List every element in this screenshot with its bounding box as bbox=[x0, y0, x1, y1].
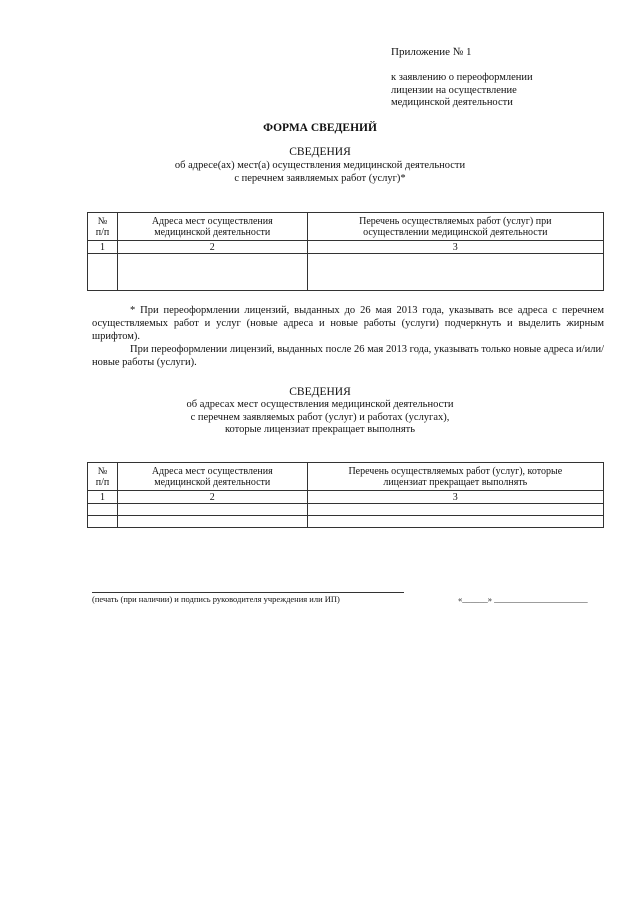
header-number: № п/п bbox=[88, 213, 118, 241]
table-cell[interactable] bbox=[117, 504, 307, 516]
column-number-1: 1 bbox=[88, 491, 118, 504]
column-number-3: 3 bbox=[307, 491, 603, 504]
header-addresses: Адреса мест осуществления медицинской деятельности bbox=[117, 463, 307, 491]
header-number: № п/п bbox=[88, 463, 118, 491]
appendix-note-line: к заявлению о переоформлении bbox=[391, 72, 533, 83]
table-row bbox=[88, 516, 604, 528]
column-number-2: 2 bbox=[117, 241, 307, 254]
table-cell[interactable] bbox=[88, 516, 118, 528]
column-number-3: 3 bbox=[307, 241, 603, 254]
signature-line[interactable] bbox=[92, 592, 404, 593]
section1-subtitle-line: об адресе(ах) мест(а) осуществления медицинской деятельности bbox=[174, 160, 466, 171]
section2-subtitle bbox=[0, 399, 640, 437]
signature-caption: (печать (при наличии) и подпись руководителя учреждения или ИП) bbox=[92, 594, 340, 604]
column-number-2: 2 bbox=[117, 491, 307, 504]
section1-subtitle bbox=[0, 160, 640, 185]
header-addresses: Адреса мест осуществления медицинской деятельности bbox=[117, 213, 307, 241]
section2-subtitle-line: с перечнем заявляемых работ (услуг) и работах (услугах), bbox=[190, 411, 450, 423]
section1-table bbox=[87, 212, 604, 291]
section2-title: СВЕДЕНИЯ bbox=[289, 386, 351, 398]
header-works-list: Перечень осуществляемых работ (услуг) при осуществлении медицинской деятельности bbox=[307, 213, 603, 241]
table-cell[interactable] bbox=[307, 504, 603, 516]
table-number-row bbox=[88, 241, 604, 254]
table-cell[interactable] bbox=[307, 254, 603, 291]
table-header-row bbox=[88, 463, 604, 491]
table-cell[interactable] bbox=[88, 254, 118, 291]
table-number-row bbox=[88, 491, 604, 504]
appendix-note-line: лицензии на осуществление bbox=[391, 84, 517, 96]
footnote-paragraph: При переоформлении лицензий, выданных после 26 мая 2013 года, указывать только новые адреса и/или/новые работы (услуги). bbox=[92, 344, 604, 368]
section1-subtitle-line: с перечнем заявляемых работ (услуг)* bbox=[234, 172, 406, 184]
form-title: ФОРМА СВЕДЕНИЙ bbox=[263, 122, 377, 134]
table-header-row bbox=[88, 213, 604, 241]
table-cell[interactable] bbox=[88, 504, 118, 516]
appendix-note-line: медицинской деятельности bbox=[391, 97, 513, 108]
table-cell[interactable] bbox=[117, 254, 307, 291]
date-field[interactable]: «______» ______________________ bbox=[458, 594, 588, 604]
section2-subtitle-line: об адресах мест осуществления медицинской деятельности bbox=[186, 399, 454, 410]
table-row bbox=[88, 504, 604, 516]
section2-table bbox=[87, 462, 604, 528]
section1-title: СВЕДЕНИЯ bbox=[289, 146, 351, 158]
footnote-paragraph: * При переоформлении лицензий, выданных до 26 мая 2013 года, указывать все адреса с перечнем осуществляемых работ и услуг (новые адреса и новые работы (услуги) подчеркнуть и выделить жирным шрифтом). bbox=[92, 305, 604, 342]
table-cell[interactable] bbox=[117, 516, 307, 528]
appendix-note bbox=[391, 72, 591, 110]
footnote bbox=[92, 304, 604, 369]
column-number-1: 1 bbox=[88, 241, 118, 254]
table-row bbox=[88, 254, 604, 291]
appendix-title: Приложение № 1 bbox=[391, 46, 472, 58]
header-works-list: Перечень осуществляемых работ (услуг), которые лицензиат прекращает выполнять bbox=[307, 463, 603, 491]
table-cell[interactable] bbox=[307, 516, 603, 528]
section2-subtitle-line: которые лицензиат прекращает выполнять bbox=[224, 424, 416, 435]
